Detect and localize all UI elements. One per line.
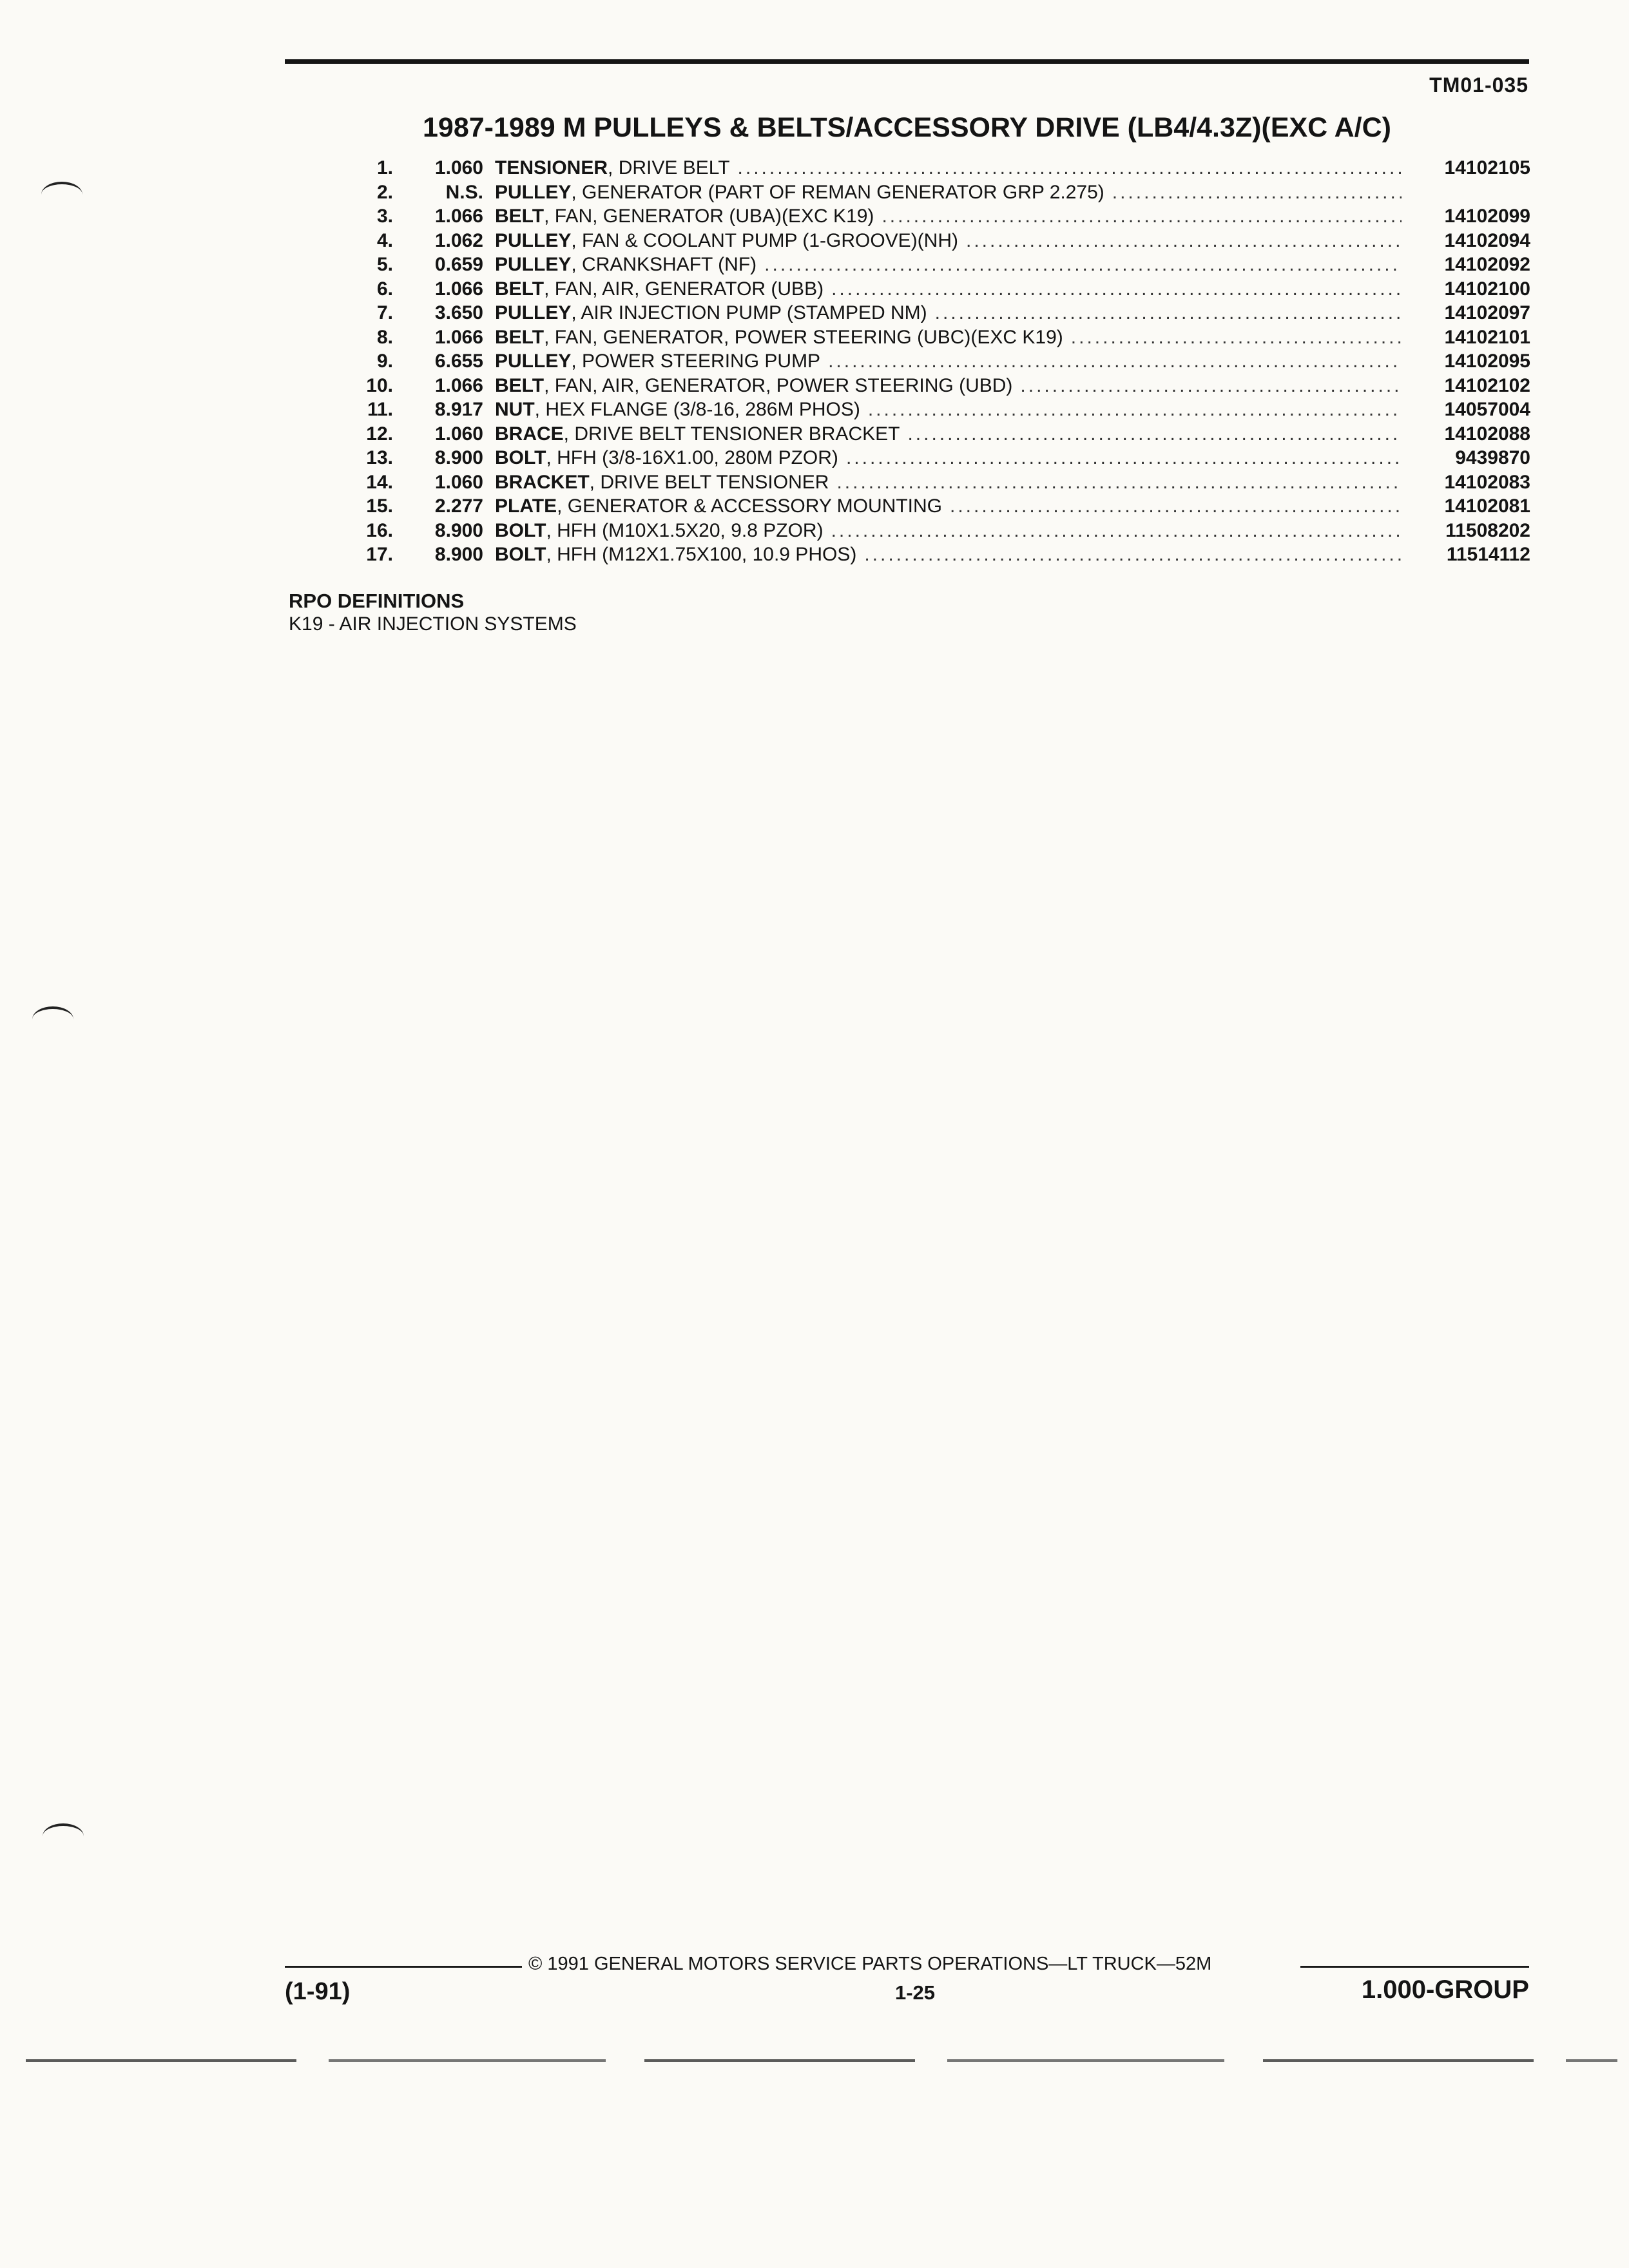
part-detail: , HFH (M10X1.5X20, 9.8 PZOR) [546,519,824,541]
dot-leader [907,423,1402,445]
part-description [483,157,1402,179]
part-detail: , DRIVE BELT [608,157,730,178]
group-number: 0.659 [434,254,483,275]
item-number: 9. [376,351,393,372]
part-row [335,447,1530,472]
dot-leader [950,495,1402,517]
group-number: 6.655 [434,351,483,372]
part-description [483,520,1402,542]
part-description [483,472,1402,494]
part-row [335,182,1530,206]
item-number: 8. [376,326,393,348]
part-row [335,520,1530,544]
binder-hole-mark [43,1823,84,1836]
group-number: 1.066 [434,206,483,227]
part-description [483,230,1402,252]
item-number: 15. [366,495,393,517]
part-description [483,399,1402,421]
dot-leader [1020,375,1402,397]
part-description [483,447,1402,469]
revision-date: (1-91) [285,1978,351,2005]
group-number: 1.060 [434,471,483,493]
item-number: 7. [376,302,393,323]
part-name: BRACE [495,423,564,445]
description-text [495,157,738,179]
page-edge-rule [26,2059,1617,2062]
copyright-notice: © 1991 GENERAL MOTORS SERVICE PARTS OPERATIONS—LT TRUCK—52M [528,1954,1212,1974]
part-name: PULLEY [495,351,572,372]
item-number: 4. [376,229,393,251]
rpo-definition: K19 - AIR INJECTION SYSTEMS [289,613,577,635]
part-row [335,423,1530,448]
group-number: 1.066 [434,326,483,348]
part-description [483,544,1402,566]
part-row [335,254,1530,278]
group-number: 1.066 [434,278,483,300]
part-description [483,278,1402,300]
part-name: BELT [495,326,545,348]
part-row [335,302,1530,327]
part-description [483,254,1402,276]
item-number: 10. [366,374,393,396]
group-number: N.S. [445,181,483,203]
dot-leader [828,351,1402,372]
part-description [483,182,1402,204]
rpo-heading: RPO DEFINITIONS [289,590,465,612]
item-number: 17. [366,544,393,565]
part-description [483,327,1402,349]
part-number: 9439870 [1455,447,1530,468]
description-text [495,206,882,227]
part-name: PULLEY [495,302,572,323]
part-name: NUT [495,399,535,420]
part-detail: , GENERATOR (PART OF REMAN GENERATOR GRP 2.275) [571,181,1104,203]
part-detail: , FAN & COOLANT PUMP (1-GROOVE)(NH) [571,229,958,251]
description-text [495,472,836,494]
part-detail: , FAN, AIR, GENERATOR (UBB) [544,278,824,300]
description-text [495,544,864,566]
dot-leader [1071,327,1402,349]
item-number: 13. [366,447,393,468]
part-number: 11508202 [1445,519,1530,541]
part-name: TENSIONER [495,157,608,178]
footer-rule-right [1300,1966,1529,1968]
part-detail: , GENERATOR & ACCESSORY MOUNTING [557,495,942,517]
description-text [495,399,868,421]
group-number: 8.900 [434,447,483,468]
part-detail: , HFH (3/8-16X1.00, 280M PZOR) [546,447,838,468]
dot-leader [935,302,1402,324]
part-number: 14102102 [1444,374,1530,396]
header-rule [285,59,1529,64]
description-text [495,520,831,542]
dot-leader [882,206,1402,227]
part-name: PULLEY [495,254,572,275]
dot-leader [764,254,1402,276]
part-detail: , FAN, AIR, GENERATOR, POWER STEERING (UBD) [544,374,1013,396]
part-row [335,327,1530,351]
part-number: 14102092 [1444,254,1530,275]
part-name: BRACKET [495,471,590,493]
dot-leader [738,157,1402,179]
part-number: 14102083 [1444,471,1530,493]
part-row [335,472,1530,496]
part-row [335,278,1530,303]
part-detail: , POWER STEERING PUMP [571,351,821,372]
description-text [495,423,907,445]
item-number: 12. [366,423,393,445]
document-code: TM01-035 [1429,73,1528,97]
description-text [495,230,966,252]
part-row [335,230,1530,255]
part-name: PLATE [495,495,557,517]
part-detail: , AIR INJECTION PUMP (STAMPED NM) [571,302,927,323]
group-number: 3.650 [434,302,483,323]
item-number: 3. [376,206,393,227]
part-detail: , FAN, GENERATOR, POWER STEERING (UBC)(EXC K19) [544,326,1063,348]
binder-hole-mark [32,1006,73,1019]
group-number: 1.062 [434,229,483,251]
part-detail: , DRIVE BELT TENSIONER [589,471,829,493]
dot-leader [1112,182,1402,204]
part-detail: , HEX FLANGE (3/8-16, 286M PHOS) [534,399,860,420]
part-name: BOLT [495,519,546,541]
group-number: 1.060 [434,423,483,445]
part-detail: , DRIVE BELT TENSIONER BRACKET [563,423,900,445]
part-description [483,423,1402,445]
part-number: 14102101 [1444,326,1530,348]
part-number: 14102088 [1444,423,1530,445]
part-description [483,302,1402,324]
group-number: 8.900 [434,519,483,541]
group-label: 1.000-GROUP [1361,1975,1529,2004]
part-detail: , HFH (M12X1.75X100, 10.9 PHOS) [546,544,857,565]
part-number: 14057004 [1444,399,1530,420]
group-number: 2.277 [434,495,483,517]
description-text [495,447,846,469]
dot-leader [846,447,1402,469]
description-text [495,327,1071,349]
part-row [335,375,1530,399]
item-number: 2. [376,181,393,203]
part-row [335,206,1530,230]
part-row [335,544,1530,568]
part-name: BOLT [495,544,546,565]
dot-leader [831,278,1402,300]
group-number: 1.066 [434,374,483,396]
part-number: 14102081 [1444,495,1530,517]
group-number: 8.900 [434,544,483,565]
description-text [495,375,1020,397]
page-number: 1-25 [894,1981,936,2004]
part-description [483,375,1402,397]
parts-list [335,157,1530,568]
part-row [335,495,1530,520]
part-name: BELT [495,206,545,227]
part-name: BELT [495,278,545,300]
part-name: PULLEY [495,181,572,203]
group-number: 1.060 [434,157,483,178]
part-row [335,157,1530,182]
item-number: 6. [376,278,393,300]
description-text [495,278,831,300]
item-number: 14. [366,471,393,493]
dot-leader [966,230,1402,252]
group-number: 8.917 [434,399,483,420]
page-title: 1987-1989 M PULLEYS & BELTS/ACCESSORY DRIVE (LB4/4.3Z)(EXC A/C) [423,112,1391,143]
dot-leader [836,472,1402,494]
part-number: 14102094 [1444,229,1530,251]
description-text [495,495,950,517]
part-name: PULLEY [495,229,572,251]
part-name: BELT [495,374,545,396]
dot-leader [868,399,1402,421]
part-number: 14102105 [1444,157,1530,178]
part-name: BOLT [495,447,546,468]
part-row [335,351,1530,375]
description-text [495,254,764,276]
item-number: 11. [367,399,393,420]
binder-hole-mark [41,182,82,195]
part-detail: , CRANKSHAFT (NF) [571,254,757,275]
item-number: 5. [376,254,393,275]
part-row [335,399,1530,423]
footer-rule-left [285,1966,522,1968]
description-text [495,182,1112,204]
part-number: 14102097 [1444,302,1530,323]
part-number: 11514112 [1446,544,1530,565]
part-description [483,206,1402,227]
part-description [483,495,1402,517]
dot-leader [864,544,1402,566]
description-text [495,302,935,324]
description-text [495,351,828,372]
dot-leader [831,520,1402,542]
part-detail: , FAN, GENERATOR (UBA)(EXC K19) [544,206,874,227]
part-number: 14102100 [1444,278,1530,300]
part-description [483,351,1402,372]
part-number: 14102095 [1444,351,1530,372]
item-number: 16. [366,519,393,541]
part-number: 14102099 [1444,206,1530,227]
item-number: 1. [376,157,393,178]
